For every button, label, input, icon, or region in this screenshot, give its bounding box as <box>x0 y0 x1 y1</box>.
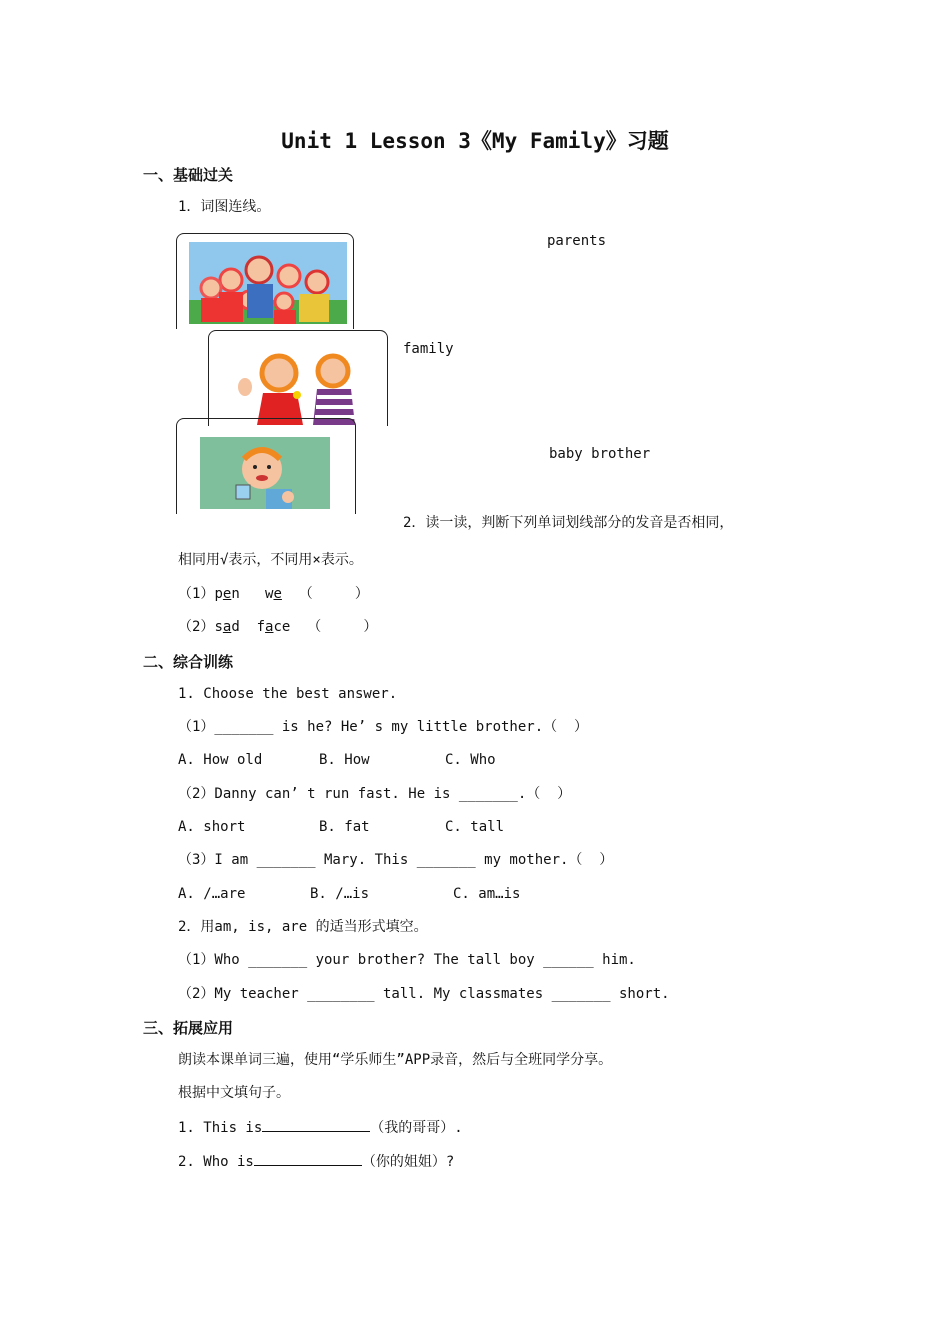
fill-question-2: （2）My teacher ________ tall. My classmates _______ short. <box>178 986 670 1002</box>
answer-blank-2[interactable] <box>254 1151 362 1166</box>
choice-1-b: B. How <box>319 752 370 768</box>
translate-instruction: 根据中文填句子。 <box>178 1085 290 1101</box>
choice-1-a: A. How old <box>178 752 263 768</box>
choice-2-b: B. fat <box>319 819 370 835</box>
baby-illustration <box>200 437 330 509</box>
translate-sentence-1: 1. This is （我的哥哥）. <box>178 1117 463 1137</box>
choice-question-3: （3）I am _______ Mary. This _______ my mother.（ ） <box>178 852 614 868</box>
family-picture <box>176 233 354 329</box>
match-word-parents: parents <box>547 233 607 249</box>
section-heading-2: 二、综合训练 <box>143 653 234 671</box>
choice-question-2: （2）Danny can’ t run fast. He is _______.（ ） <box>178 786 572 802</box>
section-heading-1: 一、基础过关 <box>143 166 234 184</box>
section-heading-3: 三、拓展应用 <box>143 1019 234 1037</box>
parents-illustration <box>221 337 371 425</box>
choice-3-b: B. /…is <box>310 886 370 902</box>
question-2-1: 1. Choose the best answer. <box>178 686 398 702</box>
choice-3-a: A. /…are <box>178 886 246 902</box>
match-word-baby-brother: baby brother <box>549 446 651 462</box>
answer-blank-1[interactable] <box>262 1117 370 1132</box>
pronunciation-pair-1: （1）pen we （ ） <box>178 586 369 602</box>
choice-1-c: C. Who <box>445 752 496 768</box>
question-2-2: 2．用am, is, are 的适当形式填空。 <box>178 919 428 935</box>
family-illustration <box>189 242 347 324</box>
page-title: Unit 1 Lesson 3《My Family》习题 <box>281 129 669 153</box>
question-1-2-line2: 相同用√表示，不同用×表示。 <box>178 552 363 568</box>
reading-instruction: 朗读本课单词三遍，使用“学乐师生”APP录音，然后与全班同学分享。 <box>178 1052 613 1068</box>
question-1-2-line1: 2．读一读，判断下列单词划线部分的发音是否相同， <box>403 515 734 531</box>
fill-question-1: （1）Who _______ your brother? The tall boy ______ him. <box>178 952 636 968</box>
choice-2-a: A. short <box>178 819 246 835</box>
choice-3-c: C. am…is <box>453 886 521 902</box>
parents-picture <box>208 330 388 426</box>
baby-brother-picture <box>176 418 356 514</box>
match-word-family: family <box>403 341 454 357</box>
translate-sentence-2: 2. Who is （你的姐姐）? <box>178 1151 454 1171</box>
choice-question-1: （1）_______ is he? He’ s my little brother.（ ） <box>178 719 589 735</box>
choice-2-c: C. tall <box>445 819 505 835</box>
question-1-1: 1．词图连线。 <box>178 199 271 215</box>
pronunciation-pair-2: （2）sad face （ ） <box>178 619 378 635</box>
